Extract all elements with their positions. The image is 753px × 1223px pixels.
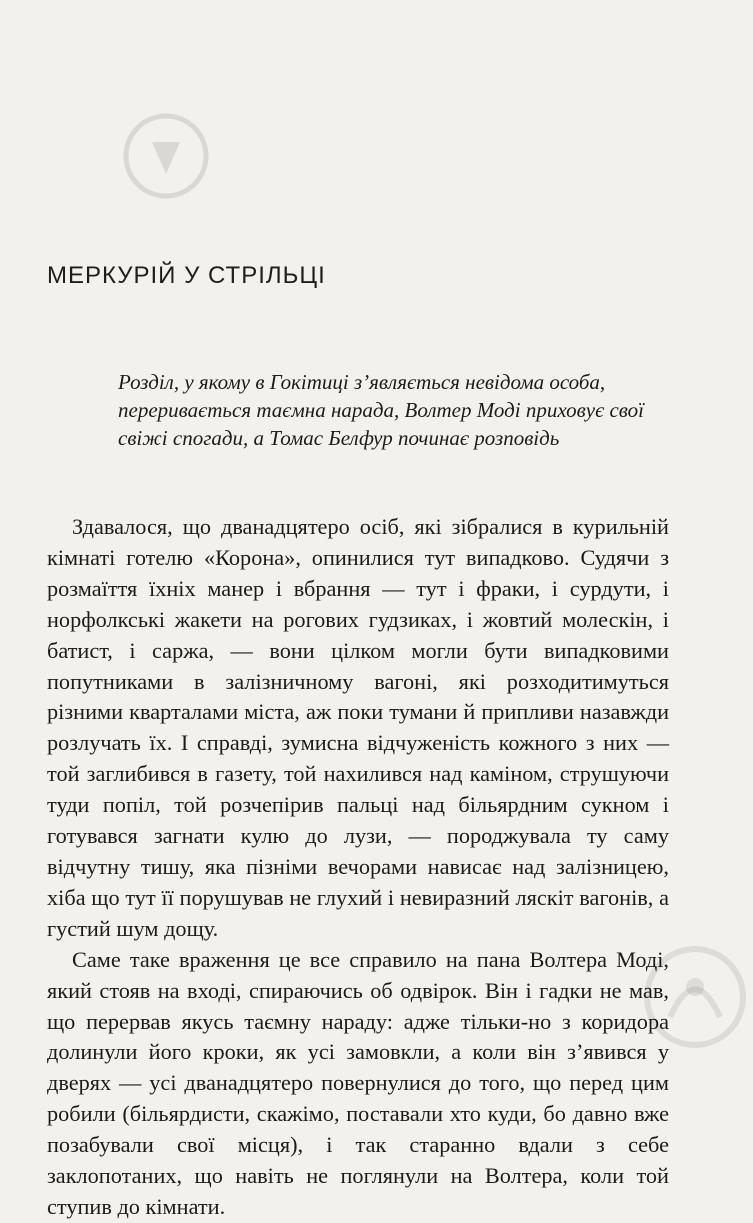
chapter-title: МЕРКУРІЙ У СТРІЛЬЦІ — [47, 262, 326, 289]
download-arrow-icon — [122, 112, 210, 200]
paragraph: Здавалося, що дванадцятеро осіб, які зібралися в курильній кімнаті готелю «Корона», опинилися тут випадково. Судячи з розмаїття їхніх манер і вбрання — тут і фраки, і сурдути, і норфолкські жакети на рогових гудзиках, і жовтий молескін, і батист, і саржа, — вони цілком могли бути випадковими попутниками в залізничному вагоні, які розходитимуться різними кварталами міста, аж поки тумани й припливи назавжди розлучать їх. І справді, зумисна відчуженість кожного з них — той заглибився в газету, той нахилився над каміном, струшуючи туди попіл, той розчепірив пальці над більярдним сукном і готувався загнати кулю до лузи, — породжувала ту саму відчутну тишу, яка пізніми вечорами нависає над залізницею, хіба що тут її порушував не глухий і невиразний ляскіт вагонів, а густий шум дощу. — [47, 514, 669, 941]
paragraph: Саме таке враження це все справило на пана Волтера Моді, який стояв на вході, спираючись об одвірок. Він і гадки не мав, що перервав якусь таємну нараду: адже тільки-но з коридора долинули його кроки, як усі замовкли, а коли він з’явився у дверях — усі дванадцятеро повернулися до того, що перед цим робили (більярдисти, скажімо, поставали хто куди, бо давно вже позабували свої місця), і так старанно вдали з себе заклопотаних, що навіть не поглянули на Волтера, коли той ступив до кімнати. — [47, 946, 669, 1219]
chapter-epigraph: Розділ, у якому в Гокітиці з’являється невідома особа, переривається таємна нарада, Волтер Моді приховує свої свіжі спогади, а Томас Белфур починає розповідь — [118, 370, 644, 450]
body-text — [47, 512, 669, 1223]
